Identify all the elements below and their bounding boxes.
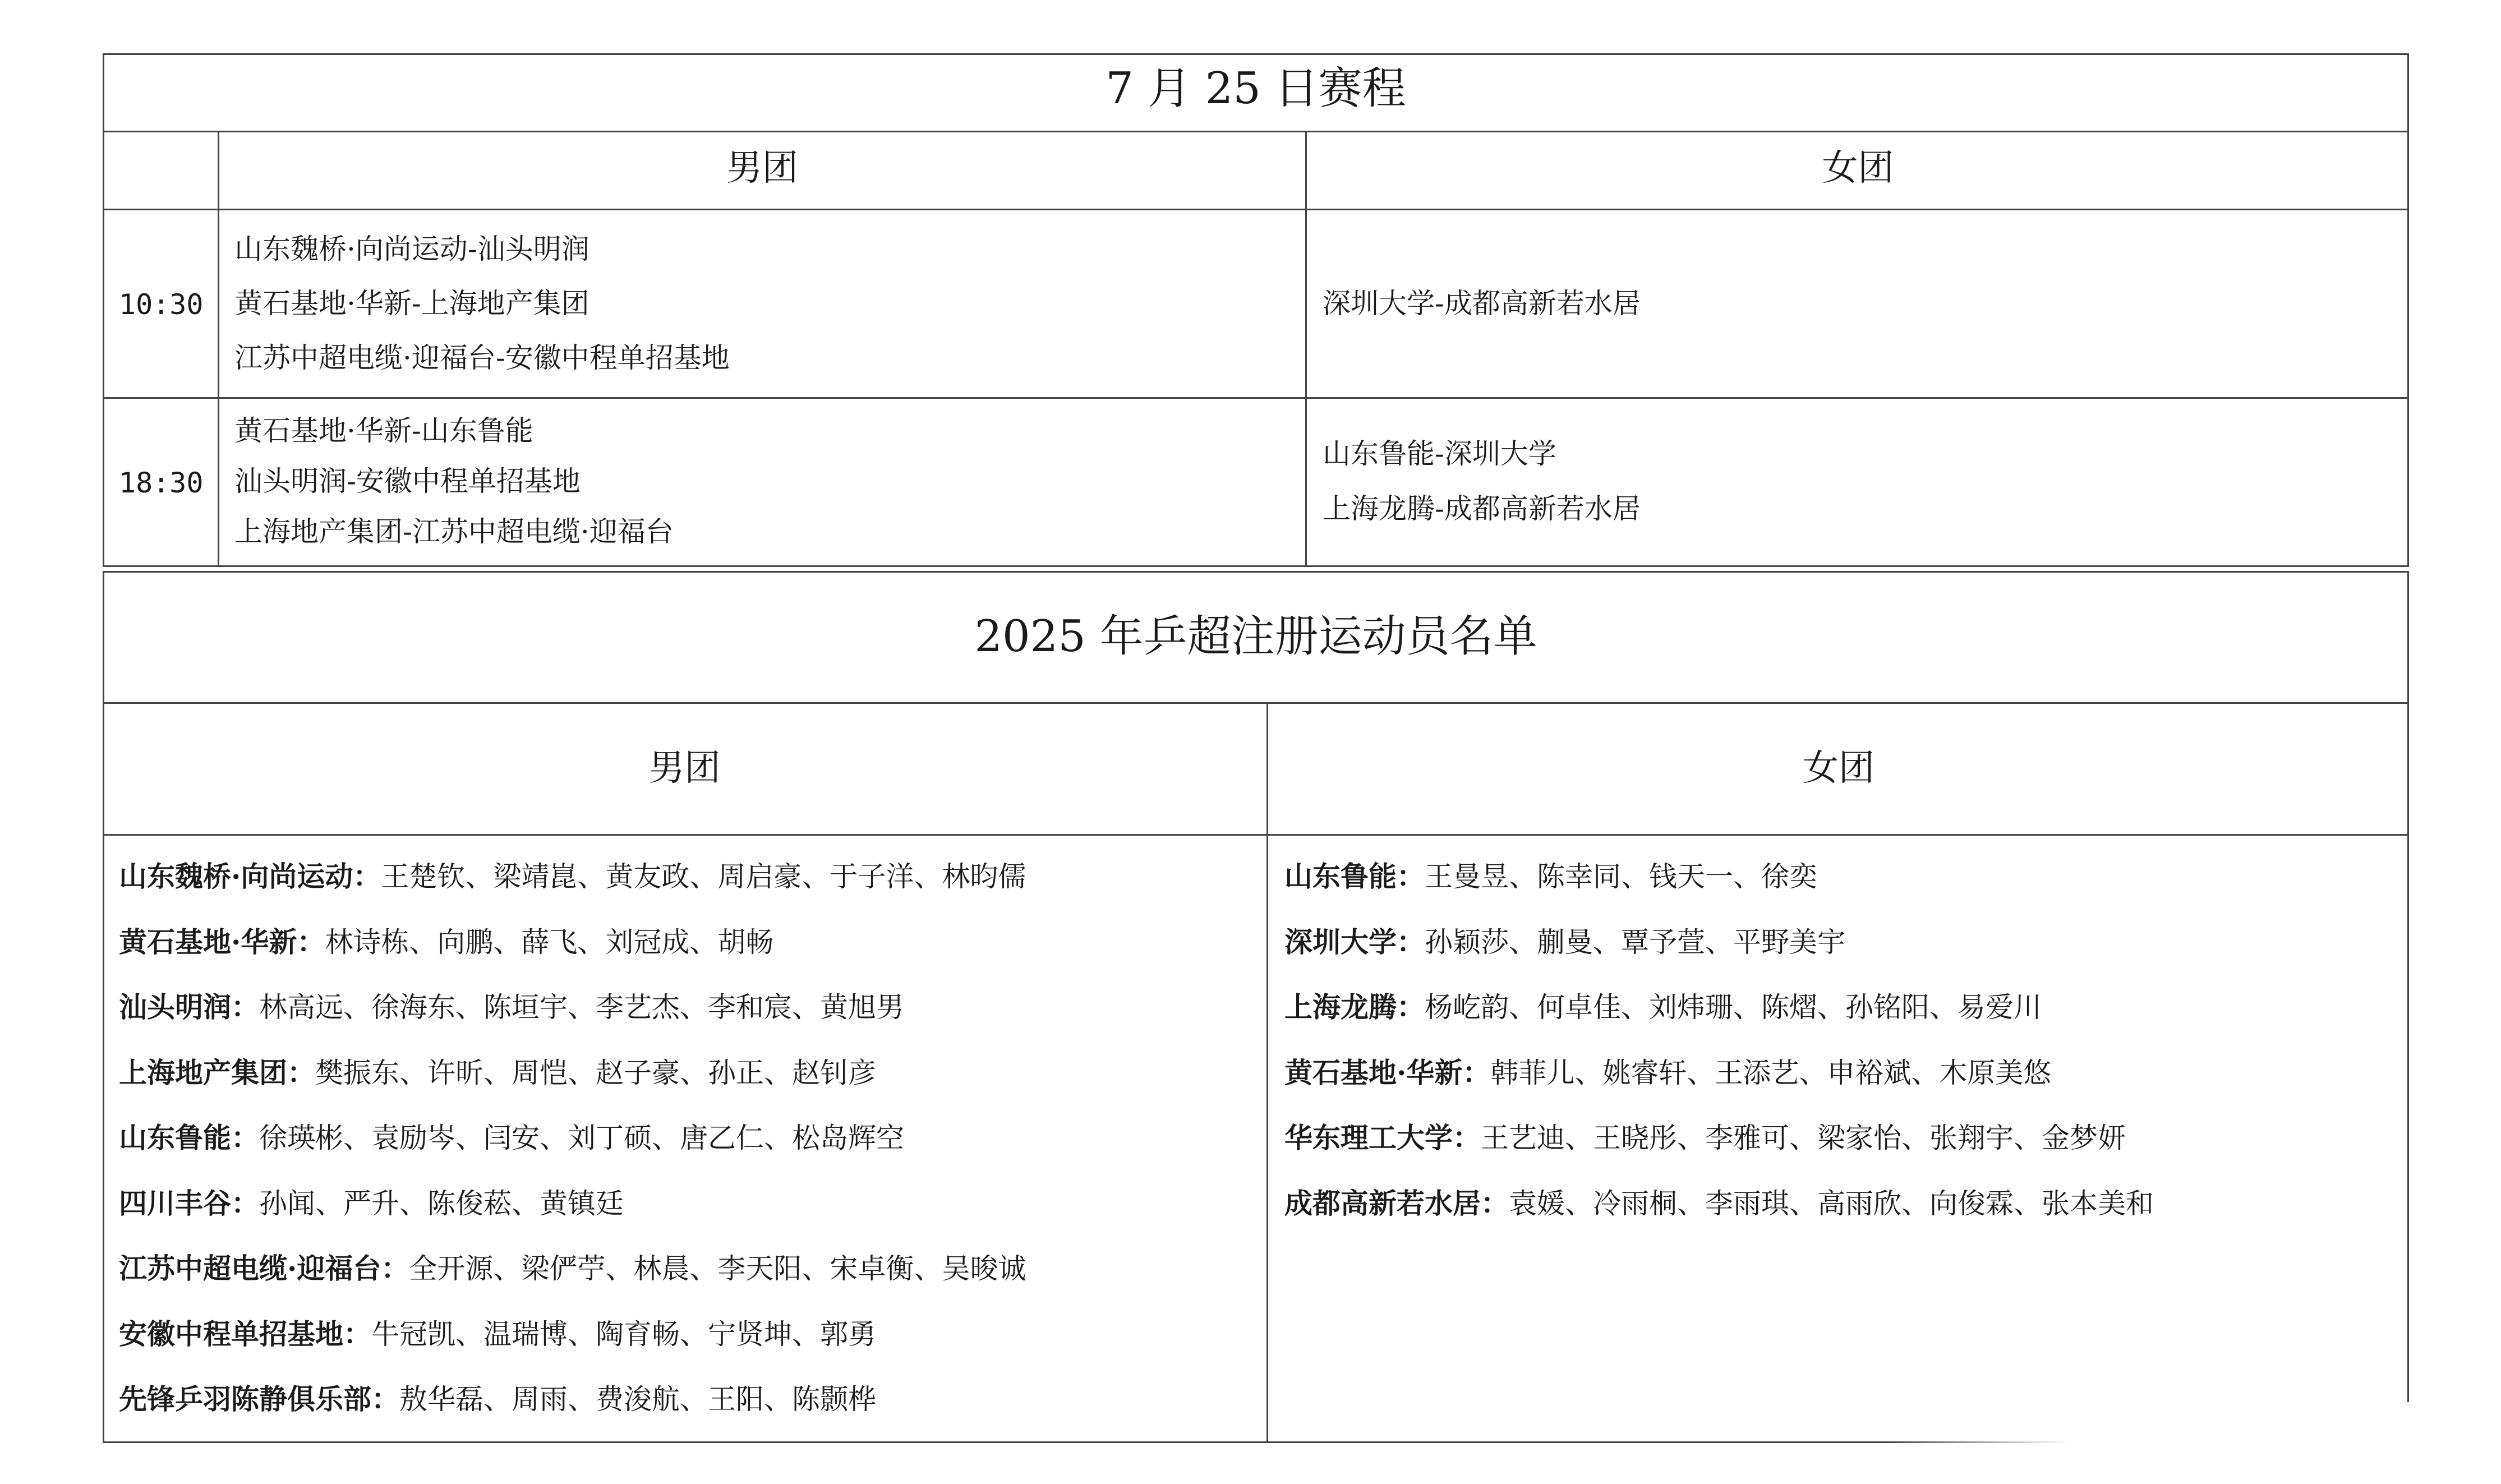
player-list: 林高远、徐海东、陈垣宇、李艺杰、李和宸、黄旭男 <box>259 991 904 1024</box>
men-team-roster <box>119 992 904 1023</box>
men-team-roster <box>119 1188 624 1219</box>
schedule-header-men: 男团 <box>726 148 798 189</box>
player-list: 牛冠凯、温瑞博、陶育畅、宁贤坤、郭勇 <box>371 1318 876 1351</box>
corner-fade <box>1885 1402 2501 1484</box>
player-list: 孙颖莎、蒯曼、覃予萱、平野美宇 <box>1425 926 1845 958</box>
men-team-roster <box>119 1319 876 1350</box>
schedule-divider <box>103 397 2409 399</box>
player-list: 樊振东、许昕、周恺、赵子豪、孙正、赵钊彦 <box>315 1057 876 1089</box>
player-list: 王楚钦、梁靖崑、黄友政、周启豪、于子洋、林昀儒 <box>381 860 1026 893</box>
men-match: 黄石基地·华新-山东鲁能 <box>234 414 533 447</box>
schedule-header-women: 女团 <box>1822 148 1894 189</box>
team-name: 四川丰谷： <box>119 1187 259 1220</box>
roster-divider <box>1266 702 1268 1443</box>
women-team-roster <box>1284 861 1817 892</box>
team-name: 深圳大学： <box>1284 925 1425 958</box>
team-name: 山东鲁能： <box>119 1121 259 1154</box>
men-team-roster <box>119 861 1026 892</box>
roster-divider <box>103 702 2409 704</box>
player-list: 杨屹韵、何卓佳、刘炜珊、陈熠、孙铭阳、易爱川 <box>1425 991 2042 1024</box>
team-name: 黄石基地·华新： <box>119 925 325 958</box>
team-name: 黄石基地·华新： <box>1284 1056 1491 1089</box>
women-match: 深圳大学-成都高新若水居 <box>1323 287 1641 320</box>
team-name: 山东魏桥·向尚运动： <box>119 860 381 893</box>
women-team-roster <box>1284 927 1845 958</box>
schedule-divider <box>103 131 2409 132</box>
schedule-divider <box>103 209 2409 210</box>
women-team-roster <box>1284 992 2042 1023</box>
schedule-title: 7 月 25 日赛程 <box>1106 63 1406 114</box>
team-name: 汕头明润： <box>119 990 259 1024</box>
player-list: 孙闻、严升、陈俊菘、黄镇廷 <box>259 1187 624 1220</box>
women-match: 山东鲁能-深圳大学 <box>1323 437 1556 470</box>
team-name: 华东理工大学： <box>1284 1121 1481 1154</box>
women-team-roster <box>1284 1188 2154 1219</box>
men-match: 上海地产集团-江苏中超电缆·迎福台 <box>234 515 674 548</box>
player-list: 林诗栋、向鹏、薛飞、刘冠成、胡畅 <box>325 926 774 958</box>
women-team-roster <box>1284 1122 2126 1154</box>
men-match: 黄石基地·华新-上海地产集团 <box>234 287 589 320</box>
team-name: 上海地产集团： <box>119 1056 315 1089</box>
player-list: 韩菲儿、姚睿轩、王添艺、申裕斌、木原美悠 <box>1490 1057 2052 1089</box>
roster-header-men: 男团 <box>648 748 721 789</box>
women-team-roster <box>1284 1057 2051 1089</box>
team-name: 山东鲁能： <box>1284 860 1425 893</box>
women-match: 上海龙腾-成都高新若水居 <box>1323 492 1641 525</box>
men-match: 江苏中超电缆·迎福台-安徽中程单招基地 <box>234 342 730 374</box>
team-name: 成都高新若水居： <box>1284 1187 1509 1220</box>
men-team-roster <box>119 927 773 958</box>
player-list: 全开源、梁俨苧、林晨、李天阳、宋卓衡、吴晙诚 <box>409 1252 1026 1285</box>
team-name: 先锋乒羽陈静俱乐部： <box>119 1382 399 1416</box>
men-match: 汕头明润-安徽中程单招基地 <box>234 465 581 497</box>
player-list: 王曼昱、陈幸同、钱天一、徐奕 <box>1425 860 1817 893</box>
roster-header-women: 女团 <box>1803 748 1874 789</box>
roster-title: 2025 年乒超注册运动员名单 <box>974 611 1537 662</box>
player-list: 徐瑛彬、袁励岑、闫安、刘丁硕、唐乙仁、松岛辉空 <box>259 1122 904 1154</box>
men-match: 山东魏桥·向尚运动-汕头明润 <box>234 233 589 265</box>
team-name: 上海龙腾： <box>1284 990 1425 1024</box>
player-list: 敖华磊、周雨、费浚航、王阳、陈颢桦 <box>399 1383 876 1416</box>
session-time: 18:30 <box>119 467 204 499</box>
player-list: 袁媛、冷雨桐、李雨琪、高雨欣、向俊霖、张本美和 <box>1509 1187 2154 1220</box>
roster-divider <box>103 834 2409 836</box>
men-team-roster <box>119 1384 876 1415</box>
team-name: 江苏中超电缆·迎福台： <box>119 1252 409 1285</box>
men-team-roster <box>119 1057 876 1089</box>
player-list: 王艺迪、王晓彤、李雅可、梁家怡、张翔宇、金梦妍 <box>1481 1122 2126 1154</box>
men-team-roster <box>119 1122 904 1154</box>
session-time: 10:30 <box>119 288 204 321</box>
team-name: 安徽中程单招基地： <box>119 1317 371 1351</box>
men-team-roster <box>119 1253 1026 1284</box>
